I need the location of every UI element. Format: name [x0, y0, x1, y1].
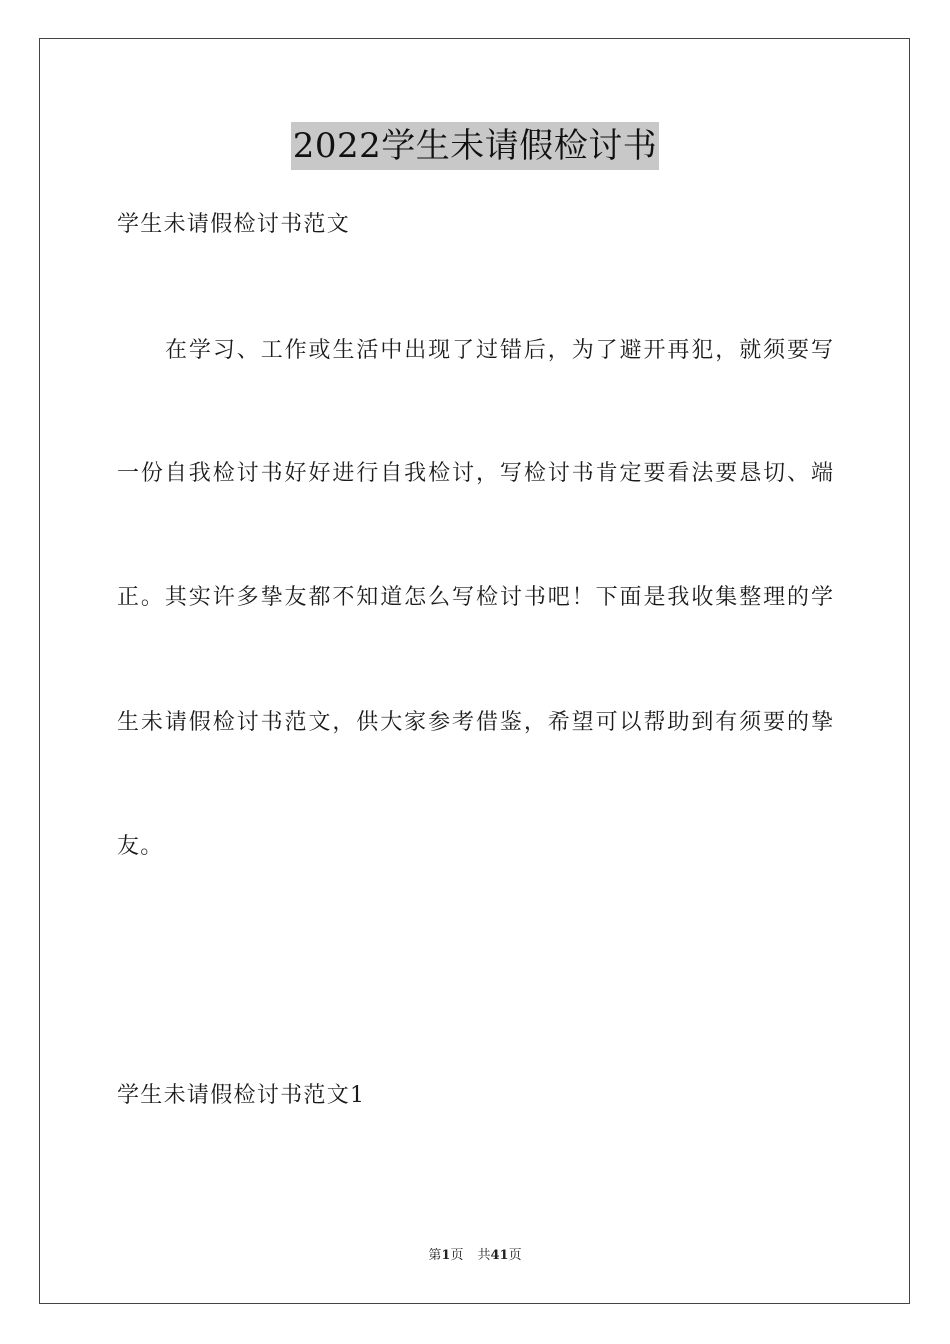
paragraph-line-4: 生未请假检讨书范文，供大家参考借鉴，希望可以帮助到有须要的挚 — [117, 710, 833, 735]
document-title: 2022学生未请假检讨书 — [291, 122, 660, 170]
total-label-prefix: 共 — [477, 1248, 491, 1263]
page-label-suffix: 页 — [450, 1248, 464, 1263]
paragraph-line-2: 一份自我检讨书好好进行自我检讨，写检讨书肯定要看法要恳切、端 — [117, 461, 833, 486]
total-pages: 41 — [490, 1248, 509, 1263]
document-subtitle: 学生未请假检讨书范文 — [117, 212, 351, 237]
total-label-suffix: 页 — [508, 1248, 522, 1263]
page-number: 1 — [441, 1248, 451, 1263]
paragraph-line-1: 在学习、工作或生活中出现了过错后，为了避开再犯，就须要写 — [165, 338, 833, 363]
page-footer — [0, 1246, 950, 1266]
paragraph-line-5: 友。 — [117, 834, 164, 859]
section-heading: 学生未请假检讨书范文1 — [117, 1083, 366, 1108]
paragraph-line-3: 正。其实许多挚友都不知道怎么写检讨书吧！下面是我收集整理的学 — [117, 585, 833, 610]
title-container — [0, 122, 950, 170]
page-label-prefix: 第 — [428, 1248, 442, 1263]
